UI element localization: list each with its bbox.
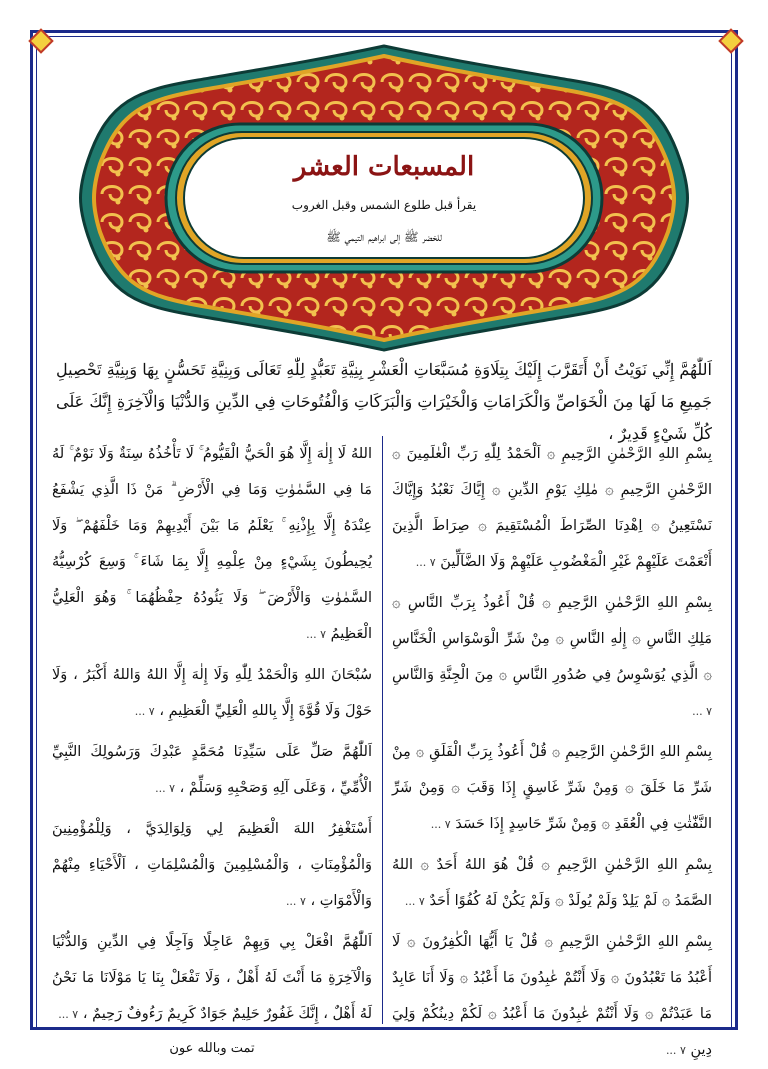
recitation-block xyxy=(392,924,712,1069)
recitation-text: سُبْحَانَ اللهِ وَالْحَمْدُ لِلّٰهِ وَلَا إِلٰهَ إِلَّا اللهُ وَاللهُ أَكْبَرُ ، وَلَا حَوْلَ وَلَا قُوَّةَ إِلَّا بِاللهِ الْعَلِيِّ الْعَظِيمِ ، xyxy=(52,667,372,719)
repeat-count: ۷ ... xyxy=(692,705,712,718)
repeat-count: ۷ ... xyxy=(404,895,425,908)
repeat-count: ۷ ... xyxy=(155,782,176,795)
repeat-count: ۷ ... xyxy=(134,705,155,718)
column-divider xyxy=(382,436,383,1024)
recitation-text: اَللّٰهُمَّ افْعَلْ بِي وَبِهِمْ عَاجِلًا وَآجِلًا فِي الدِّينِ وَالدُّنْيَا وَالْآخِرَةِ مَا أَنْتَ لَهُ أَهْلٌ ، وَلَا تَفْعَلْ بِنَا يَا مَوْلَانَا مَا نَحْنُ لَهُ أَهْلٌ ، إِنَّكَ غَفُورٌ حَلِيمٌ جَوَادٌ كَرِيمٌ رَءُوفٌ رَحِيمٌ ، xyxy=(52,934,372,1022)
recitation-text: بِسْمِ اللهِ الرَّحْمٰنِ الرَّحِيمِ ۞ قُلْ أَعُوذُ بِرَبِّ الْفَلَقِ ۞ مِنْ شَرِّ مَا خَلَقَ ۞ وَمِنْ شَرِّ غَاسِقٍ إِذَا وَقَبَ ۞ وَمِنْ شَرِّ النَّفّٰثٰتِ فِي الْعُقَدِ ۞ وَمِنْ شَرِّ حَاسِدٍ إِذَا حَسَدَ xyxy=(392,744,712,832)
repeat-count: ۷ ... xyxy=(285,895,306,908)
left-column xyxy=(52,436,372,1056)
attribution-line: للخضر ﷺ إلى ابراهيم التيمي ﷺ xyxy=(326,230,442,244)
page-subtitle: يقرأ قبل طلوع الشمس وقبل الغروب xyxy=(291,198,477,212)
page-title: المسبعات العشر xyxy=(293,152,475,182)
intention-paragraph: اَللّٰهُمَّ إِنِّي نَوَيْتُ أَنْ أَتَقَرَّبَ إِلَيْكَ بِتِلَاوَةِ مُسَبَّعَاتِ الْعَشْرِ بِنِيَّةِ تَعَبُّدٍ لِلّٰهِ تَعَالَى وَبِنِيَّةِ تَحَسُّنٍ بِهَا وَبِنِيَّةِ تَحْصِيلِ جَمِيعِ مَا لَهَا مِنَ الْخَوَاصِّ وَالْكَرَامَاتِ وَالْخَيْرَاتِ وَالْبَرَكَاتِ وَالْفُتُوحَاتِ فِي الدِّينِ وَالدُّنْيَا وَالْآخِرَةِ إِنَّكَ عَلَى كُلِّ شَيْءٍ قَدِيرٌ ، xyxy=(56,360,713,443)
title-cartouche xyxy=(200,140,568,260)
recitation-text: اللهُ لَا إِلٰهَ إِلَّا هُوَ الْحَيُّ الْقَيُّومُ ۚ لَا تَأْخُذُهُ سِنَةٌ وَلَا نَوْمٌ ۚ لَهُ مَا فِي السَّمٰوٰتِ وَمَا فِي الْأَرْضِ ۗ مَنْ ذَا الَّذِي يَشْفَعُ عِنْدَهُ إِلَّا بِإِذْنِهِ ۚ يَعْلَمُ مَا بَيْنَ أَيْدِيهِمْ وَمَا خَلْفَهُمْ ۖ وَلَا يُحِيطُونَ بِشَيْءٍ مِنْ عِلْمِهِ إِلَّا بِمَا شَاءَ ۚ وَسِعَ كُرْسِيُّهُ السَّمٰوٰتِ وَالْأَرْضَ ۖ وَلَا يَئُودُهُ حِفْظُهُمَا ۚ وَهُوَ الْعَلِيُّ الْعَظِيمُ xyxy=(52,446,372,642)
recitation-text: أَسْتَغْفِرُ اللهَ الْعَظِيمَ لِي وَلِوَالِدَيَّ ، وَلِلْمُؤْمِنِينَ وَالْمُؤْمِنَاتِ ، وَالْمُسْلِمِينَ وَالْمُسْلِمَاتِ ، اَلْأَحْيَاءِ مِنْهُمْ وَالْأَمْوَاتِ ، xyxy=(52,821,372,909)
recitation-block xyxy=(52,924,372,1033)
recitation-block xyxy=(392,436,712,581)
closing-signature: تمت وبالله عون xyxy=(169,1041,255,1056)
recitation-text: بِسْمِ اللهِ الرَّحْمٰنِ الرَّحِيمِ ۞ قُلْ يَا أَيُّهَا الْكٰفِرُونَ ۞ لَا أَعْبُدُ مَا تَعْبُدُونَ ۞ وَلَا أَنْتُمْ عٰبِدُونَ مَا أَعْبُدُ ۞ وَلَا أَنَا عَابِدٌ مَا عَبَدْتُمْ ۞ وَلَا أَنْتُمْ عٰبِدُونَ مَا أَعْبُدُ ۞ لَكُمْ دِينُكُمْ وَلِيَ دِينِ xyxy=(392,934,712,1058)
recitation-block xyxy=(52,734,372,807)
recitation-block xyxy=(52,657,372,730)
recitation-block xyxy=(392,585,712,730)
repeat-count: ۷ ... xyxy=(415,556,436,569)
repeat-count: ۷ ... xyxy=(306,628,327,641)
recitation-block xyxy=(392,847,712,920)
recitation-text: بِسْمِ اللهِ الرَّحْمٰنِ الرَّحِيمِ ۞ قُلْ هُوَ اللهُ أَحَدٌ ۞ اللهُ الصَّمَدُ ۞ لَمْ يَلِدْ وَلَمْ يُولَدْ ۞ وَلَمْ يَكُنْ لَهُ كُفُوًا أَحَدٌ xyxy=(392,857,712,909)
recitation-text: بِسْمِ اللهِ الرَّحْمٰنِ الرَّحِيمِ ۞ قُلْ أَعُوذُ بِرَبِّ النَّاسِ ۞ مَلِكِ النَّاسِ ۞ إِلٰهِ النَّاسِ ۞ مِنْ شَرِّ الْوَسْوَاسِ الْخَنَّاسِ ۞ الَّذِي يُوَسْوِسُ فِي صُدُورِ النَّاسِ ۞ مِنَ الْجِنَّةِ وَالنَّاسِ xyxy=(392,595,712,683)
repeat-count: ۷ ... xyxy=(58,1008,79,1021)
recitation-block xyxy=(392,734,712,843)
recitation-block xyxy=(52,811,372,920)
repeat-count: ۷ ... xyxy=(430,818,451,831)
right-column xyxy=(392,436,712,1058)
recitation-text: بِسْمِ اللهِ الرَّحْمٰنِ الرَّحِيمِ ۞ اَلْحَمْدُ لِلّٰهِ رَبِّ الْعٰلَمِينَ ۞ الرَّحْمٰنِ الرَّحِيمِ ۞ مٰلِكِ يَوْمِ الدِّينِ ۞ إِيَّاكَ نَعْبُدُ وَإِيَّاكَ نَسْتَعِينُ ۞ اِهْدِنَا الصِّرَاطَ الْمُسْتَقِيمَ ۞ صِرَاطَ الَّذِينَ أَنْعَمْتَ عَلَيْهِمْ غَيْرِ الْمَغْضُوبِ عَلَيْهِمْ وَلَا الضَّآلِّينَ xyxy=(392,446,712,570)
recitation-block xyxy=(52,436,372,653)
recitation-text: اَللّٰهُمَّ صَلِّ عَلَى سَيِّدِنَا مُحَمَّدٍ عَبْدِكَ وَرَسُولِكَ النَّبِيِّ الْأُمِّيِّ ، وَعَلَى آلِهِ وَصَحْبِهِ وَسَلِّمْ ، xyxy=(52,744,372,796)
repeat-count: ۷ ... xyxy=(665,1044,686,1057)
